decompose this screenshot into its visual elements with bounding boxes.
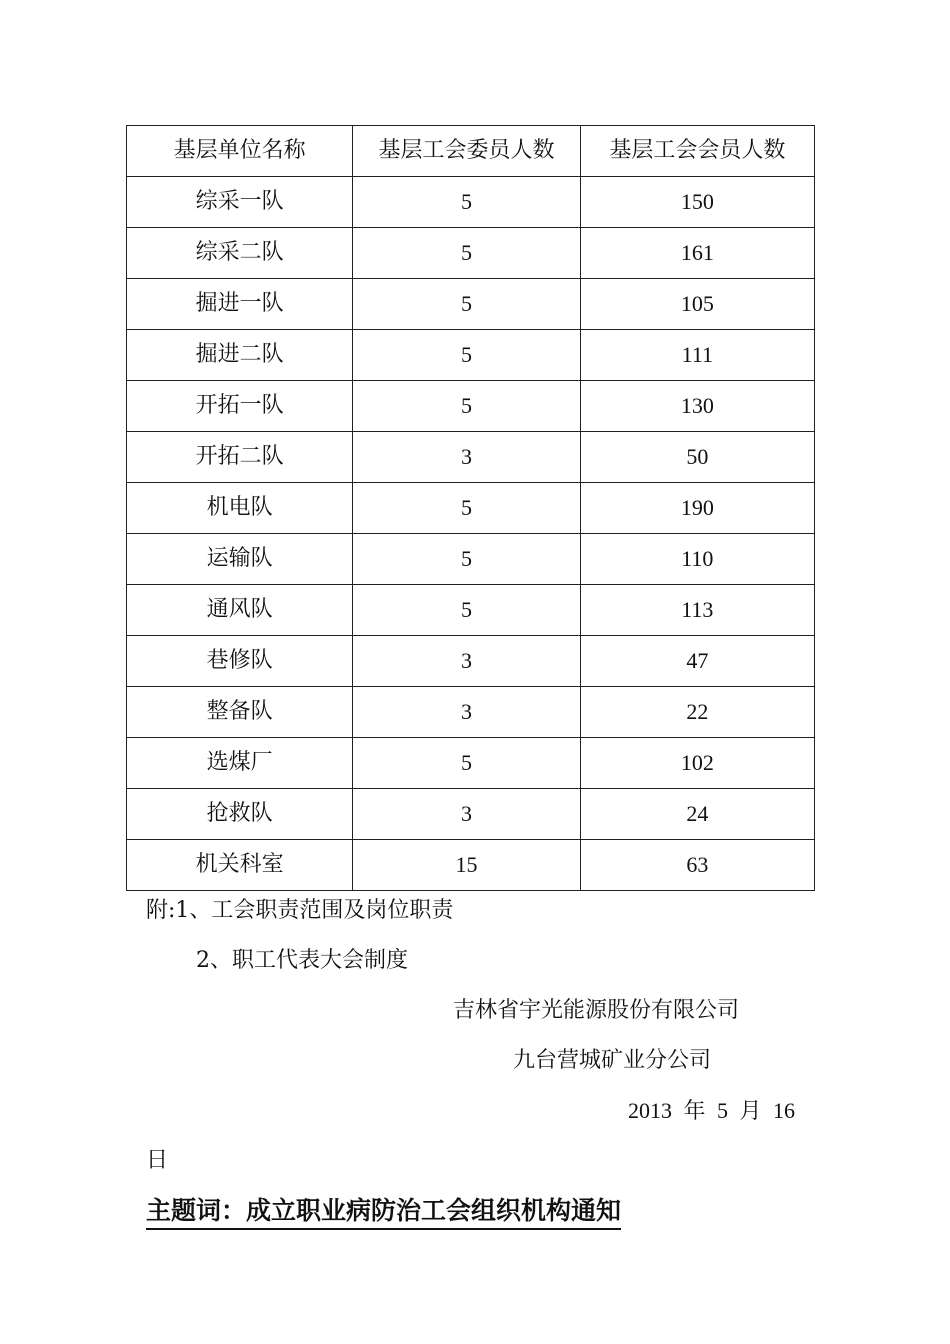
member-count-cell: 50 xyxy=(580,432,814,483)
header-committee-count: 基层工会委员人数 xyxy=(353,126,580,177)
attachment-line-2: 2、职工代表大会制度 xyxy=(196,948,408,973)
committee-count-cell: 5 xyxy=(353,738,580,789)
table-row xyxy=(127,585,815,636)
unit-name-cell: 整备队 xyxy=(127,687,353,738)
table-row xyxy=(127,279,815,330)
committee-count-cell: 5 xyxy=(353,279,580,330)
unit-name-cell: 综采一队 xyxy=(127,177,353,228)
committee-count-cell: 3 xyxy=(353,789,580,840)
unit-name-cell: 运输队 xyxy=(127,534,353,585)
table-row xyxy=(127,534,815,585)
member-count-cell: 111 xyxy=(580,330,814,381)
member-count-cell: 110 xyxy=(580,534,814,585)
attachment-line-1: 附:1、工会职责范围及岗位职责 xyxy=(146,898,454,923)
unit-name-cell: 选煤厂 xyxy=(127,738,353,789)
header-member-count: 基层工会会员人数 xyxy=(580,126,814,177)
table-row xyxy=(127,687,815,738)
table-row xyxy=(127,483,815,534)
member-count-cell: 130 xyxy=(580,381,814,432)
member-count-cell: 102 xyxy=(580,738,814,789)
member-count-cell: 63 xyxy=(580,840,814,891)
member-count-cell: 22 xyxy=(580,687,814,738)
unit-name-cell: 综采二队 xyxy=(127,228,353,279)
unit-name-cell: 通风队 xyxy=(127,585,353,636)
member-count-cell: 47 xyxy=(580,636,814,687)
signature-branch: 九台营城矿业分公司 xyxy=(513,1048,712,1073)
header-unit-name: 基层单位名称 xyxy=(127,126,353,177)
committee-count-cell: 5 xyxy=(353,381,580,432)
unit-name-cell: 开拓二队 xyxy=(127,432,353,483)
signature-date: 2013 年 5 月 16 xyxy=(628,1098,796,1123)
union-statistics-table xyxy=(126,125,815,891)
member-count-cell: 161 xyxy=(580,228,814,279)
unit-name-cell: 机关科室 xyxy=(127,840,353,891)
table-header-row xyxy=(127,126,815,177)
unit-name-cell: 巷修队 xyxy=(127,636,353,687)
signature-company: 吉林省宇光能源股份有限公司 xyxy=(453,998,740,1023)
committee-count-cell: 15 xyxy=(353,840,580,891)
table-row xyxy=(127,738,815,789)
member-count-cell: 150 xyxy=(580,177,814,228)
member-count-cell: 24 xyxy=(580,789,814,840)
unit-name-cell: 抢救队 xyxy=(127,789,353,840)
member-count-cell: 105 xyxy=(580,279,814,330)
committee-count-cell: 5 xyxy=(353,228,580,279)
unit-name-cell: 开拓一队 xyxy=(127,381,353,432)
unit-name-cell: 掘进一队 xyxy=(127,279,353,330)
committee-count-cell: 5 xyxy=(353,585,580,636)
committee-count-cell: 5 xyxy=(353,534,580,585)
committee-count-cell: 5 xyxy=(353,330,580,381)
committee-count-cell: 5 xyxy=(353,483,580,534)
subject-keywords: 主题词：成立职业病防治工会组织机构通知 xyxy=(146,1194,621,1230)
table-row xyxy=(127,177,815,228)
unit-name-cell: 机电队 xyxy=(127,483,353,534)
committee-count-cell: 3 xyxy=(353,432,580,483)
table-row xyxy=(127,228,815,279)
committee-count-cell: 5 xyxy=(353,177,580,228)
table-row xyxy=(127,636,815,687)
committee-count-cell: 3 xyxy=(353,636,580,687)
committee-count-cell: 3 xyxy=(353,687,580,738)
table-row xyxy=(127,432,815,483)
table-row xyxy=(127,789,815,840)
member-count-cell: 113 xyxy=(580,585,814,636)
table-row xyxy=(127,330,815,381)
table-row xyxy=(127,840,815,891)
unit-name-cell: 掘进二队 xyxy=(127,330,353,381)
signature-date-day: 日 xyxy=(146,1148,169,1173)
member-count-cell: 190 xyxy=(580,483,814,534)
table-row xyxy=(127,381,815,432)
